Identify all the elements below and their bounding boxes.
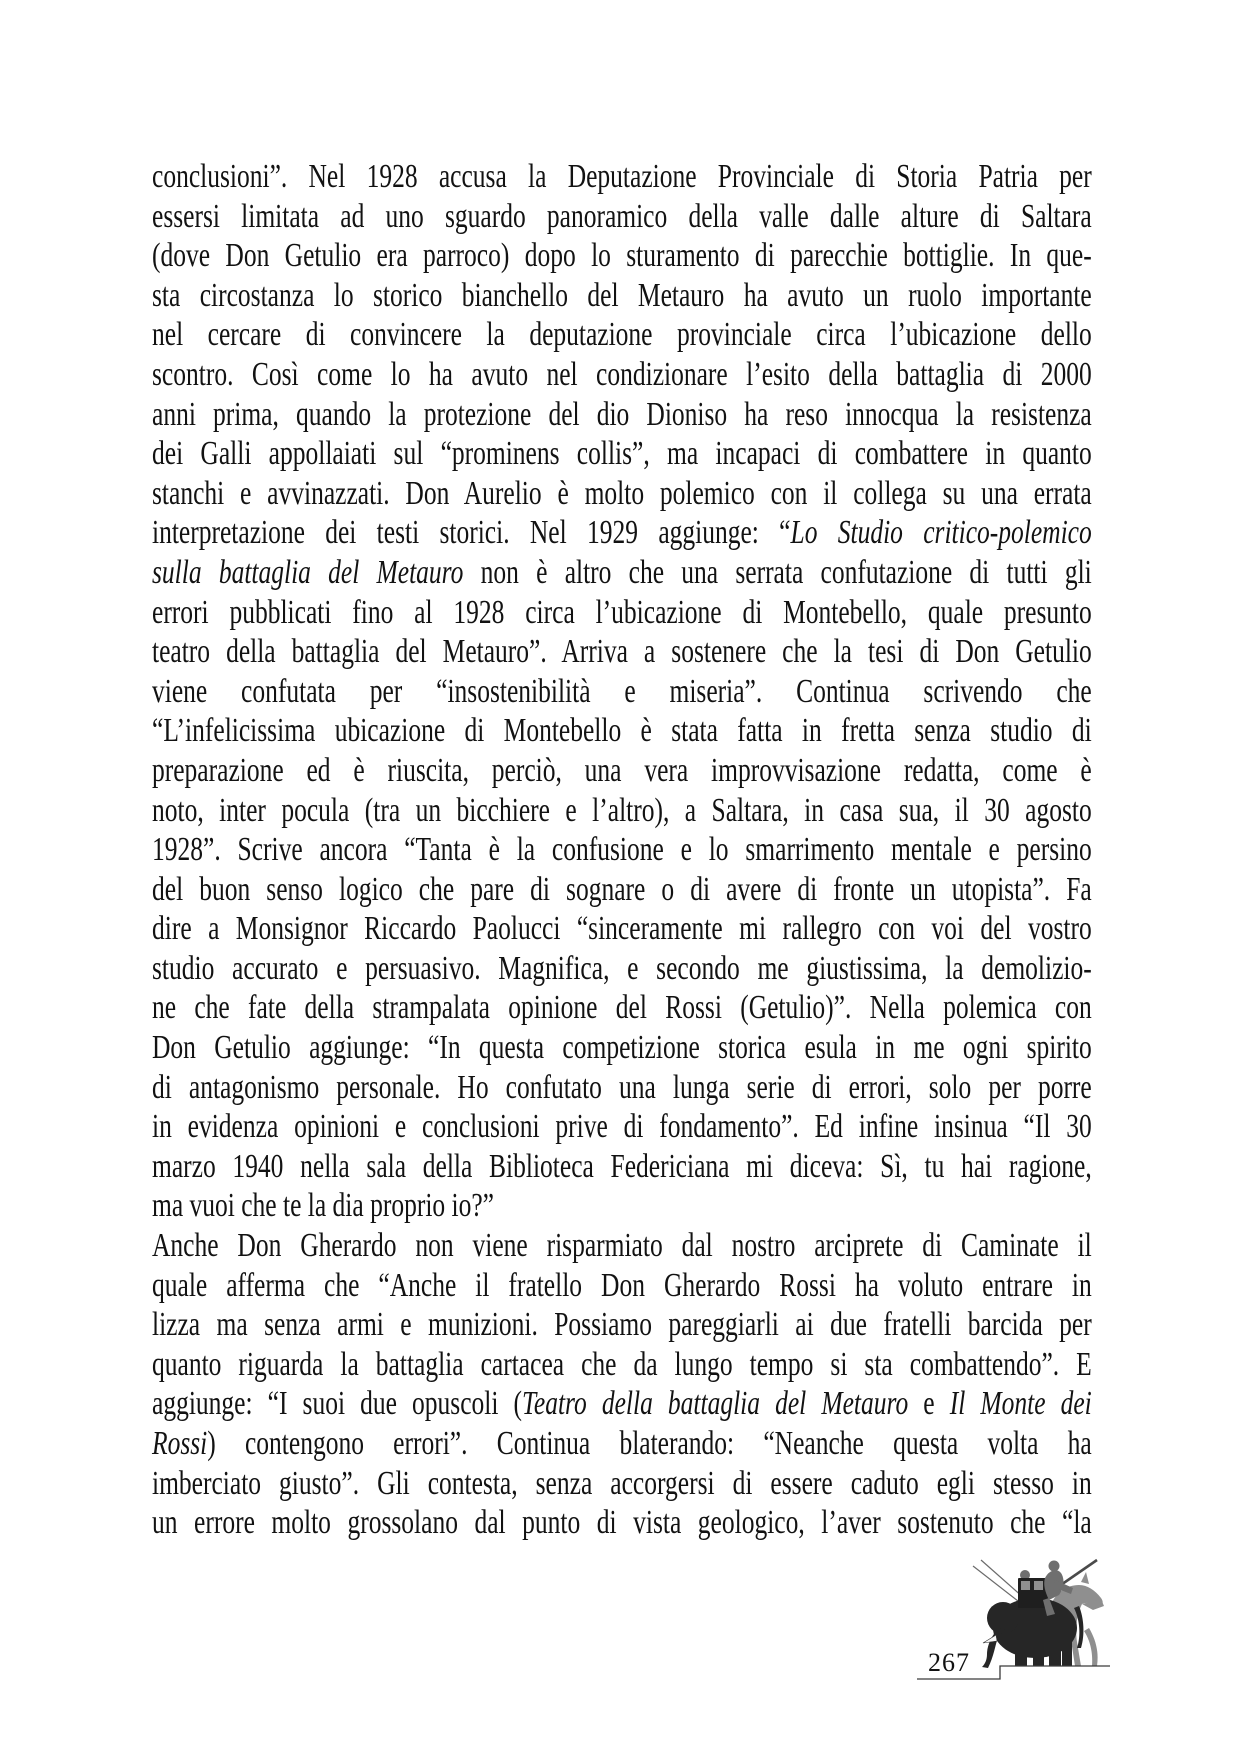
text-line: di antagonismo personale. Ho confutato una lunga serie di errori, solo per porre	[152, 1068, 1092, 1106]
text-line: dei Galli appollaiati sul “prominens collis”, ma incapaci di combattere in quanto	[152, 435, 1092, 473]
body-text	[152, 157, 1092, 1543]
text-line: Anche Don Gherardo non viene risparmiato dal nostro arciprete di Caminate il	[152, 1227, 1092, 1265]
text-line: Rossi) contengono errori”. Continua blaterando: “Neanche questa volta ha	[152, 1425, 1092, 1462]
text-line: viene confutata per “insostenibilità e miseria”. Continua scrivendo che	[152, 672, 1092, 710]
text-line: errori pubblicati fino al 1928 circa l’ubicazione di Montebello, quale presunto	[152, 593, 1092, 631]
text-line: teatro della battaglia del Metauro”. Arriva a sostenere che la tesi di Don Getulio	[152, 633, 1092, 671]
text-line: anni prima, quando la protezione del dio Dioniso ha reso innocqua la resistenza	[152, 395, 1092, 433]
text-line: scontro. Così come lo ha avuto nel condizionare l’esito della battaglia di 2000	[152, 355, 1092, 393]
text-line: aggiunge: “I suoi due opuscoli (Teatro della battaglia del Metauro e Il Monte dei	[152, 1385, 1092, 1423]
text-line: sulla battaglia del Metauro non è altro che una serrata confutazione di tutti gli	[152, 553, 1092, 591]
text-line: (dove Don Getulio era parroco) dopo lo sturamento di parecchie bottiglie. In que-	[152, 237, 1092, 275]
text-line: stanchi e avvinazzati. Don Aurelio è molto polemico con il collega su una errata	[152, 474, 1092, 512]
text-line: Don Getulio aggiunge: “In questa competizione storica esula in me ogni spirito	[152, 1029, 1092, 1067]
text-line: imberciato giusto”. Gli contesta, senza accorgersi di essere caduto egli stesso in	[152, 1464, 1092, 1502]
text-line: preparazione ed è riuscita, perciò, una vera improvvisazione redatta, come è	[152, 751, 1092, 789]
text-line: sta circostanza lo storico bianchello del Metauro ha avuto un ruolo importante	[152, 276, 1092, 314]
text-line: marzo 1940 nella sala della Biblioteca Federiciana mi diceva: Sì, tu hai ragione,	[152, 1147, 1092, 1185]
text-line: in evidenza opinioni e conclusioni prive di fondamento”. Ed infine insinua “Il 30	[152, 1108, 1092, 1146]
text-line: “L’infelicissima ubicazione di Montebello è stata fatta in fretta senza studio di	[152, 712, 1092, 750]
text-line: quanto riguarda la battaglia cartacea che da lungo tempo si sta combattendo”. E	[152, 1345, 1092, 1383]
text-line: dire a Monsignor Riccardo Paolucci “sinceramente mi rallegro con voi del vostro	[152, 910, 1092, 948]
text-line: 1928”. Scrive ancora “Tanta è la confusione e lo smarrimento mentale e persino	[152, 831, 1092, 869]
text-line: ma vuoi che te la dia proprio io?”	[152, 1187, 494, 1225]
text-line: interpretazione dei testi storici. Nel 1929 aggiunge: “Lo Studio critico-polemico	[152, 514, 1092, 552]
text-line: quale afferma che “Anche il fratello Don Gherardo Rossi ha voluto entrare in	[152, 1266, 1092, 1304]
text-line: lizza ma senza armi e munizioni. Possiamo pareggiarli ai due fratelli barcida per	[152, 1306, 1092, 1344]
text-line: un errore molto grossolano dal punto di vista geologico, l’aver sostenuto che “la	[152, 1504, 1092, 1542]
text-line: ne che fate della strampalata opinione del Rossi (Getulio)”. Nella polemica con	[152, 989, 1092, 1027]
page-number: 267	[928, 1648, 970, 1677]
text-line: essersi limitata ad uno sguardo panoramico della valle dalle alture di Saltara	[152, 197, 1092, 235]
text-line: conclusioni”. Nel 1928 accusa la Deputazione Provinciale di Storia Patria per	[152, 158, 1092, 195]
text-line: noto, inter pocula (tra un bicchiere e l’altro), a Saltara, in casa sua, il 30 agosto	[152, 791, 1092, 829]
text-line: nel cercare di convincere la deputazione provinciale circa l’ubicazione dello	[152, 316, 1092, 354]
text-line: del buon senso logico che pare di sognare o di avere di fronte un utopista”. Fa	[152, 870, 1092, 908]
text-line: studio accurato e persuasivo. Magnifica, e secondo me giustissima, la demolizio-	[152, 949, 1092, 987]
